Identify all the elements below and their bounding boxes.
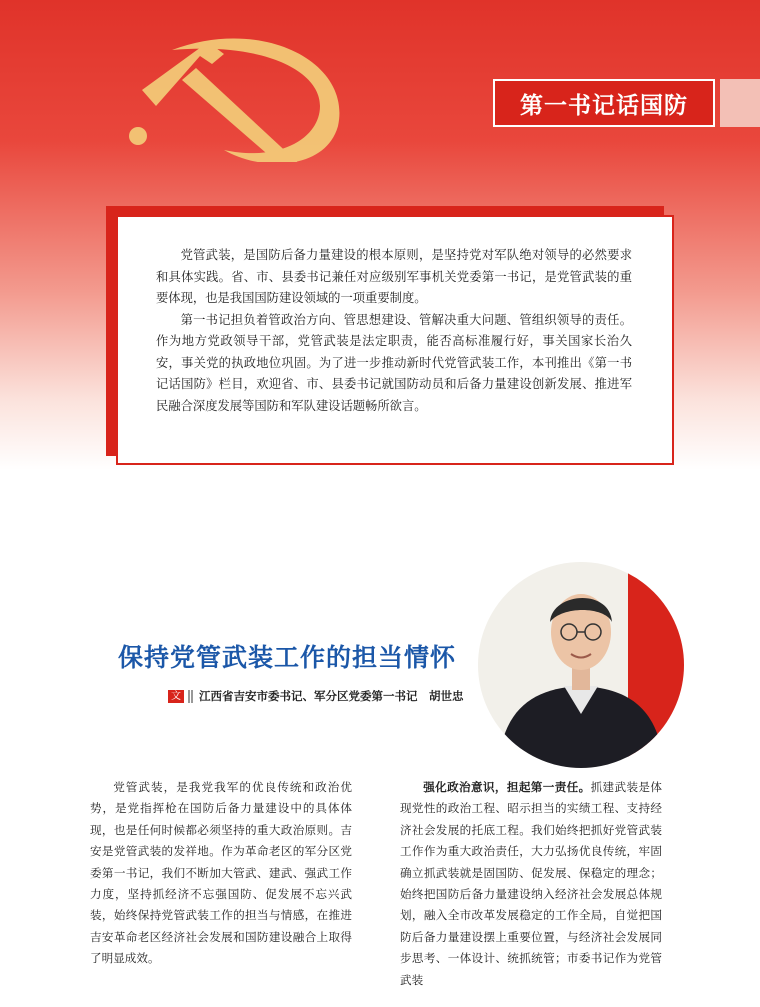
byline-divider-icon [188, 690, 193, 703]
intro-paragraph: 党管武装，是国防后备力量建设的根本原则，是坚持党对军队绝对领导的必然要求和具体实践。省、市、县委书记兼任对应级别军事机关党委第一书记，是党管武装的重要体现，也是我国国防建设领域的一项重要制度。 [156, 248, 632, 305]
column-title-tag [493, 79, 715, 127]
hammer-sickle-emblem [112, 22, 362, 162]
section-body: 抓建武装是体现党性的政治工程、昭示担当的实绩工程、支持经济社会发展的托底工程。我们始终把抓好党管武装工作作为重大政治责任，大力弘扬优良传统，牢固确立抓武装就是固国防、促发展、保稳定的理念；始终把国防后备力量建设纳入经济社会发展总体规划，融入全市改革发展稳定的工作全局，自觉把国防后备力量建设摆上重要位置，与经济社会发展同步思考、一体设计、统抓统管；市委书记作为党管武装 [400, 780, 662, 987]
section-lead: 强化政治意识，担起第一责任。 [423, 780, 591, 794]
editor-intro-box [116, 215, 674, 465]
intro-paragraph: 第一书记担负着管政治方向、管思想建设、管解决重大问题、管组织领导的责任。作为地方党政领导干部，党管武装是法定职责，能否高标准履行好，事关国家长治久安，事关党的执政地位巩固。为了进一步推动新时代党管武装工作，本刊推出《第一书记话国防》栏目，欢迎省、市、县委书记就国防动员和后备力量建设创新发展、推进军民融合深度发展等国防和军队建设话题畅所欲言。 [156, 312, 632, 413]
body-paragraph [400, 777, 662, 991]
byline-author: 江西省吉安市委书记、军分区党委第一书记 胡世忠 [199, 689, 464, 703]
article-headline: 保持党管武装工作的担当情怀 [118, 643, 457, 672]
byline-badge: 文 [168, 690, 184, 703]
byline [168, 688, 464, 704]
article-column-left [90, 777, 352, 970]
column-title: 第一书记话国防 [520, 92, 688, 119]
article-column-right [400, 777, 662, 991]
body-paragraph: 党管武装，是我党我军的优良传统和政治优势，是党指挥枪在国防后备力量建设中的具体体现，也是任何时候都必须坚持的重大政治原则。吉安是党管武装的发祥地。作为革命老区的军分区党委第一书记，我们不断加大管武、建武、强武工作力度，坚持抓经济不忘强国防、促发展不忘兴武装，始终保持党管武装工作的担当与情感，在推进吉安革命老区经济社会发展和国防建设融合上取得了明显成效。 [90, 780, 352, 966]
column-tag-side-block [720, 79, 760, 127]
